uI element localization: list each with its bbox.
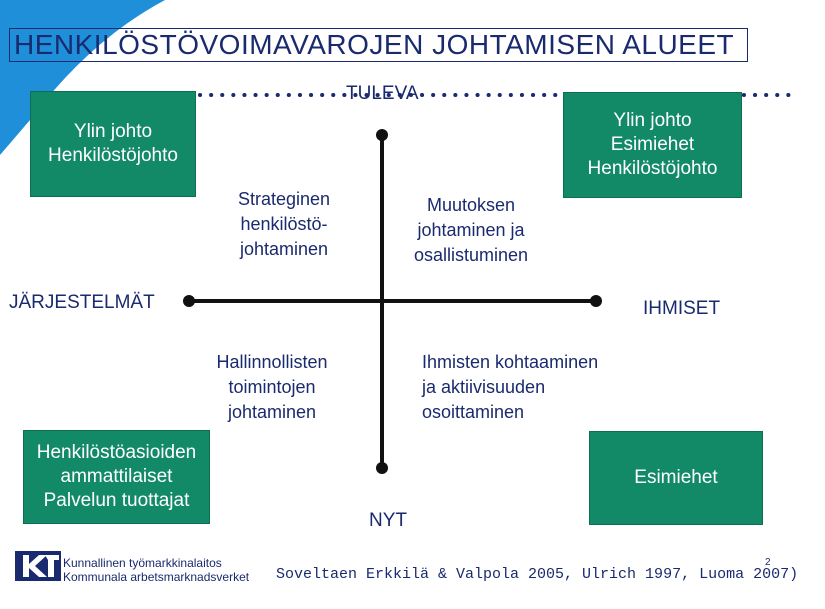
- box-text: Henkilöstöasioiden: [36, 442, 197, 463]
- box-text: Henkilöstöjohto: [48, 145, 178, 166]
- box-bottom-left: [23, 430, 210, 524]
- quadrant-line: toimintojen: [228, 377, 316, 397]
- quadrant-line: ja aktiivisuuden: [422, 377, 546, 397]
- box-top-right: [563, 92, 742, 198]
- axis-end-bottom: [376, 462, 388, 474]
- kt-logo-icon: [15, 551, 61, 581]
- axis-label-right: IHMISET: [643, 298, 721, 319]
- quadrant-line: osoittaminen: [422, 402, 525, 422]
- quadrant-line: Strateginen: [237, 189, 331, 209]
- quadrant-line: osallistuminen: [413, 245, 529, 265]
- logo-text: [63, 556, 249, 584]
- quadrant-top-right: [403, 193, 539, 268]
- quadrant-line: johtaminen ja: [417, 220, 525, 240]
- axis-end-top: [376, 129, 388, 141]
- axis-label-bottom: NYT: [369, 510, 407, 531]
- box-text: ammattilaiset: [60, 466, 173, 487]
- box-text: Palvelun tuottajat: [43, 490, 190, 511]
- quadrant-line: johtaminen: [227, 402, 317, 422]
- axis-label-left: JÄRJESTELMÄT: [9, 292, 155, 313]
- quadrant-line: henkilöstö-: [240, 214, 328, 234]
- quadrant-line: Hallinnollisten: [216, 352, 328, 372]
- quadrant-line: johtaminen: [239, 239, 329, 259]
- axis-end-right: [590, 295, 602, 307]
- box-text: Esimiehet: [610, 134, 695, 155]
- box-text: Ylin johto: [613, 110, 692, 131]
- box-top-left: [30, 91, 196, 197]
- page-number: 2: [765, 557, 771, 568]
- logo-line: Kunnallinen työmarkkinalaitos: [63, 556, 222, 570]
- axis-end-left: [183, 295, 195, 307]
- quadrant-top-left: [230, 187, 338, 262]
- quadrant-bottom-left: [200, 350, 344, 425]
- logo-line: Kommunala arbetsmarknadsverket: [63, 570, 250, 584]
- box-text: Ylin johto: [73, 121, 153, 142]
- quadrant-bottom-right: [422, 350, 598, 425]
- quadrant-line: Ihmisten kohtaaminen: [422, 352, 599, 372]
- box-text: Henkilöstöjohto: [587, 158, 718, 179]
- box-text: Esimiehet: [634, 467, 718, 488]
- source-citation: Soveltaen Erkkilä & Valpola 2005, Ulrich 1997, Luoma 2007): [276, 566, 799, 583]
- page-title: HENKILÖSTÖVOIMAVAROJEN JOHTAMISEN ALUEET: [14, 29, 735, 60]
- axis-label-top: TULEVA: [346, 83, 419, 104]
- box-bottom-right: [589, 431, 763, 525]
- quadrant-line: Muutoksen: [426, 195, 516, 215]
